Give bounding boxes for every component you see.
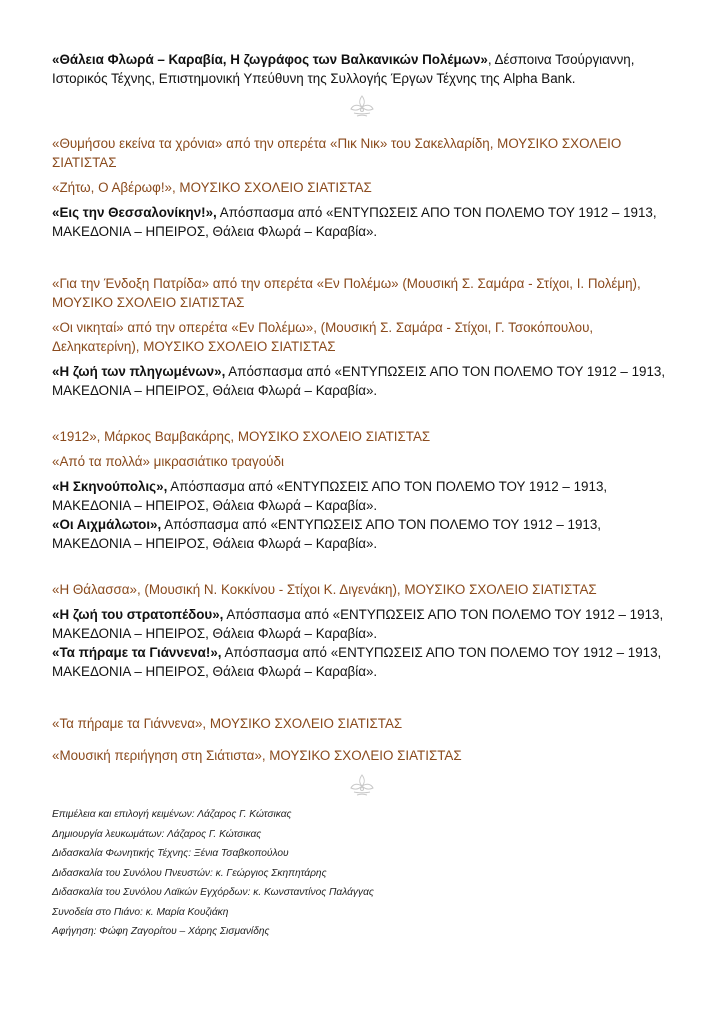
- credit-line: Συνοδεία στο Πιάνο: κ. Μαρία Κουζιάκη: [52, 906, 229, 918]
- reading-title: «Η ζωή του στρατοπέδου»,: [52, 607, 224, 622]
- music-item: «Ζήτω, Ο Αβέρωφ!», ΜΟΥΣΙΚΟ ΣΧΟΛΕΙΟ ΣΙΑΤΙΣΤΑΣ: [52, 180, 372, 195]
- intro-title: «Θάλεια Φλωρά – Καραβία, Η ζωγράφος των Βαλκανικών Πολέμων»: [52, 52, 488, 67]
- credits-list: [52, 805, 672, 942]
- credit-line: Δημιουργία λευκωμάτων: Λάζαρος Γ. Κώτσικας: [52, 828, 262, 840]
- reading-item: [52, 362, 672, 400]
- music-item: «Τα πήραμε τα Γιάννενα», ΜΟΥΣΙΚΟ ΣΧΟΛΕΙΟ ΣΙΑΤΙΣΤΑΣ: [52, 716, 403, 731]
- credit-line: Διδασκαλία Φωνητικής Τέχνης: Ξένια Τσαβκοπούλου: [52, 848, 289, 859]
- reading-text: Απόσπασμα από «ΕΝΤΥΠΩΣΕΙΣ ΑΠΟ ΤΟΝ ΠΟΛΕΜΟ ΤΟΥ 1912 – 1913, ΜΑΚΕΔΟΝΙΑ – ΗΠΕΙΡΟΣ, Θάλεια Φλωρά – Καραβία».: [52, 364, 666, 398]
- decorative-vignette-icon: [348, 773, 376, 797]
- music-item: «1912», Μάρκος Βαμβακάρης, ΜΟΥΣΙΚΟ ΣΧΟΛΕΙΟ ΣΙΑΤΙΣΤΑΣ: [52, 429, 431, 444]
- music-item: «Μουσική περιήγηση στη Σιάτιστα», ΜΟΥΣΙΚΟ ΣΧΟΛΕΙΟ ΣΙΑΤΙΣΤΑΣ: [52, 748, 462, 763]
- intro-paragraph: [52, 50, 672, 88]
- ornament-divider: [52, 94, 672, 124]
- document-page: [52, 50, 672, 942]
- decorative-vignette-icon: [348, 94, 376, 118]
- reading-title: «Η ζωή των πληγωμένων»,: [52, 364, 226, 379]
- reading-title: «Εις την Θεσσαλονίκην!»,: [52, 205, 217, 220]
- music-item: «Από τα πολλά» μικρασιάτικο τραγούδι: [52, 454, 284, 469]
- reading-text: Απόσπασμα από «ΕΝΤΥΠΩΣΕΙΣ ΑΠΟ ΤΟΝ ΠΟΛΕΜΟ ΤΟΥ 1912 – 1913, ΜΑΚΕΔΟΝΙΑ – ΗΠΕΙΡΟΣ, Θάλεια Φλωρά – Καραβία».: [52, 205, 657, 239]
- music-item: «Η Θάλασσα», (Μουσική Ν. Κοκκίνου - Στίχοι Κ. Διγενάκη), ΜΟΥΣΙΚΟ ΣΧΟΛΕΙΟ ΣΙΑΤΙΣΤΑΣ: [52, 582, 597, 597]
- reading-title: «Η Σκηνούπολις»,: [52, 479, 168, 494]
- music-item: «Για την Ένδοξη Πατρίδα» από την οπερέτα «Εν Πολέμω» (Μουσική Σ. Σαμάρα - Στίχοι, Ι. Πολέμη), ΜΟΥΣΙΚΟ ΣΧΟΛΕΙΟ ΣΙΑΤΙΣΤΑΣ: [52, 276, 641, 310]
- reading-text: Απόσπασμα από «ΕΝΤΥΠΩΣΕΙΣ ΑΠΟ ΤΟΝ ΠΟΛΕΜΟ ΤΟΥ 1912 – 1913, ΜΑΚΕΔΟΝΙΑ – ΗΠΕΙΡΟΣ, Θάλεια Φλωρά – Καραβία».: [52, 607, 664, 641]
- music-item: «Οι νικηταί» από την οπερέτα «Εν Πολέμω», (Μουσική Σ. Σαμάρα - Στίχοι, Γ. Τσοκόπουλου, Δεληκατερίνη), ΜΟΥΣΙΚΟ ΣΧΟΛΕΙΟ ΣΙΑΤΙΣΤΑΣ: [52, 320, 594, 354]
- intro-text: , Δέσποινα Τσούργιαννη, Ιστορικός Τέχνης, Επιστημονική Υπεύθυνη της Συλλογής Έργων Τέχνης της Alpha Bank.: [52, 52, 635, 86]
- ornament-divider: [52, 773, 672, 803]
- credit-line: Αφήγηση: Φώφη Ζαγορίτου – Χάρης Σισμανίδης: [52, 926, 270, 937]
- music-item: «Θυμήσου εκείνα τα χρόνια» από την οπερέτα «Πικ Νικ» του Σακελλαρίδη, ΜΟΥΣΙΚΟ ΣΧΟΛΕΙΟ ΣΙΑΤΙΣΤΑΣ: [52, 136, 622, 170]
- reading-item: [52, 477, 672, 515]
- reading-item: [52, 643, 672, 681]
- reading-title: «Οι Αιχμάλωτοι»,: [52, 517, 162, 532]
- reading-text: Απόσπασμα από «ΕΝΤΥΠΩΣΕΙΣ ΑΠΟ ΤΟΝ ΠΟΛΕΜΟ ΤΟΥ 1912 – 1913, ΜΑΚΕΔΟΝΙΑ – ΗΠΕΙΡΟΣ, Θάλεια Φλωρά – Καραβία».: [52, 645, 662, 679]
- reading-item: [52, 515, 672, 553]
- credit-line: Διδασκαλία του Συνόλου Πνευστών: κ. Γεώργιος Σκηπητάρης: [52, 867, 327, 879]
- credit-line: Επιμέλεια και επιλογή κειμένων: Λάζαρος Γ. Κώτσικας: [52, 809, 292, 820]
- reading-item: [52, 605, 672, 643]
- reading-text: Απόσπασμα από «ΕΝΤΥΠΩΣΕΙΣ ΑΠΟ ΤΟΝ ΠΟΛΕΜΟ ΤΟΥ 1912 – 1913, ΜΑΚΕΔΟΝΙΑ – ΗΠΕΙΡΟΣ, Θάλεια Φλωρά – Καραβία».: [52, 479, 608, 513]
- credit-line: Διδασκαλία του Συνόλου Λαϊκών Εγχόρδων: κ. Κωνσταντίνος Παλάγγας: [52, 887, 374, 898]
- reading-item: [52, 203, 672, 241]
- reading-text: Απόσπασμα από «ΕΝΤΥΠΩΣΕΙΣ ΑΠΟ ΤΟΝ ΠΟΛΕΜΟ ΤΟΥ 1912 – 1913, ΜΑΚΕΔΟΝΙΑ – ΗΠΕΙΡΟΣ, Θάλεια Φλωρά – Καραβία».: [52, 517, 602, 551]
- reading-title: «Τα πήραμε τα Γιάννενα!»,: [52, 645, 222, 660]
